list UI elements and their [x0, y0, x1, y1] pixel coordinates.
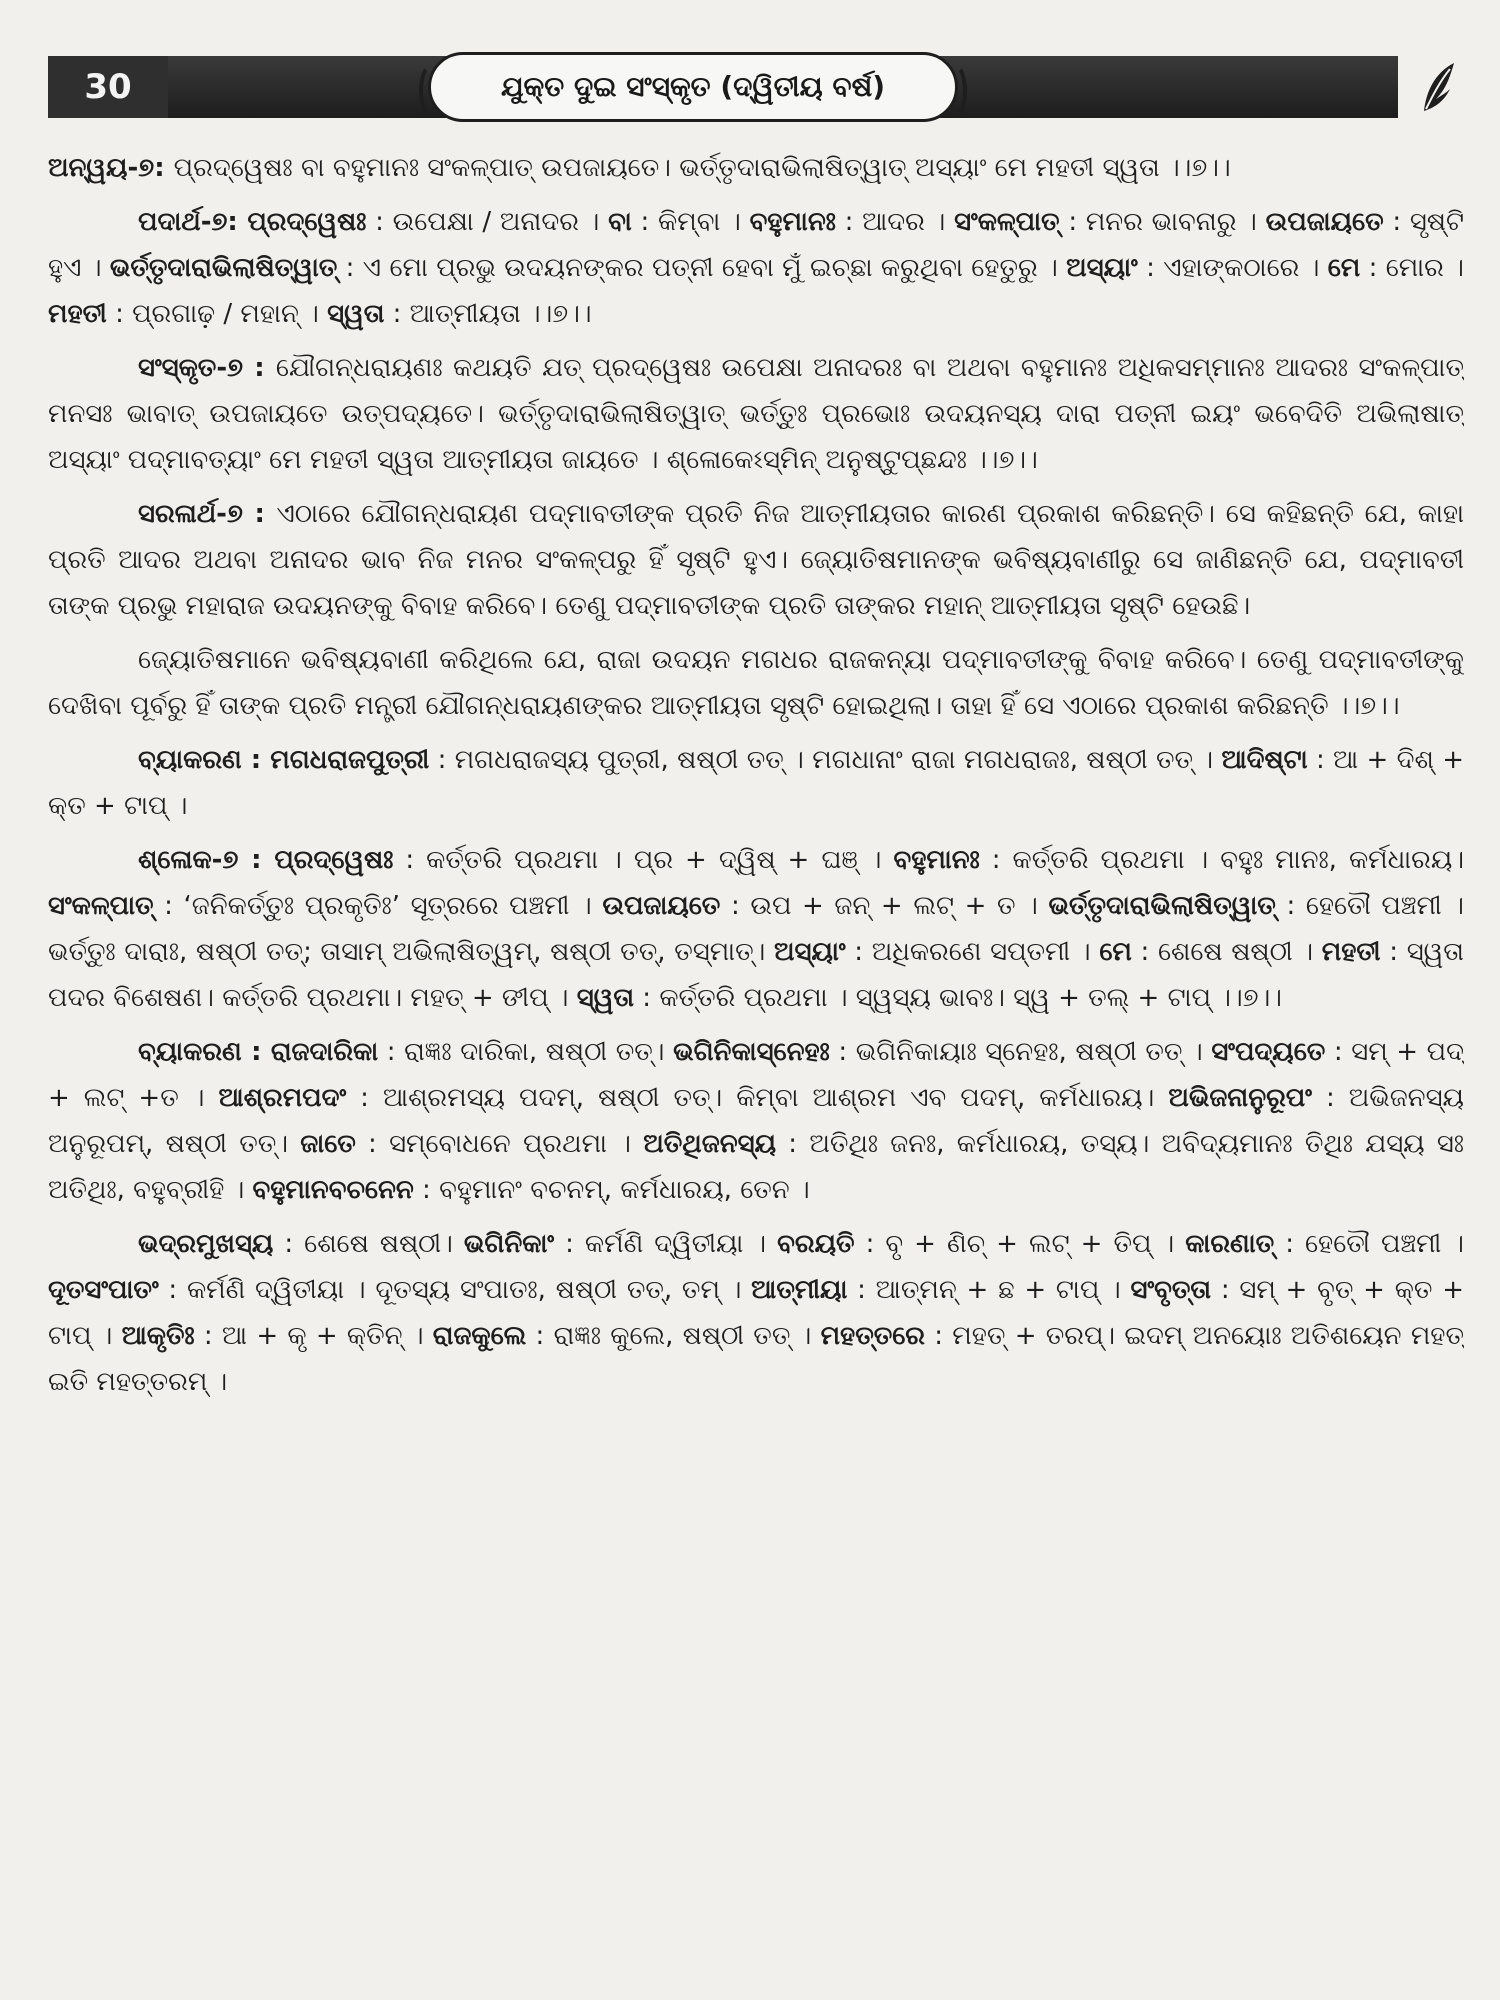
bold-term: ସ୍ୱତା: [576, 983, 635, 1013]
text-run: : ରାଜ୍ଞଃ ଦାରିକା, ଷଷ୍ଠୀ ତତ୍।: [378, 1037, 674, 1067]
text-run: : ମହତ୍ + ତରପ୍। ଇଦମ୍ ଅନୟୋଃ ଅତିଶୟେନ ମହତ୍ ଇତି ମହତ୍ତରମ୍ ।: [48, 1321, 1464, 1397]
text-run: : ଅଧିକରଣେ ସପ୍ତମୀ ।: [845, 937, 1100, 967]
text-run: : ରାଜ୍ଞଃ କୁଲେ, ଷଷ୍ଠୀ ତତ୍ ।: [526, 1321, 821, 1351]
bold-term: ବହୁମାନଃ: [749, 207, 836, 237]
text-run: : ଏହାଙ୍କଠାରେ ।: [1137, 253, 1328, 283]
text-run: : କର୍ତ୍ତରି ପ୍ରଥମା । ବହୁଃ ମାନଃ, କର୍ମଧାରୟ।: [979, 845, 1464, 875]
bold-term: ଜାତେ: [300, 1129, 356, 1159]
text-run: : ମନର ଭାବନାରୁ ।: [1059, 207, 1266, 237]
bold-term: ଆଶ୍ରମପଦଂ: [218, 1083, 347, 1113]
page-header: [48, 52, 1468, 132]
text-run: : ହେତୌ ପଞ୍ଚମୀ । ଭର୍ତ୍ତୁଃ ଦାରାଃ, ଷଷ୍ଠୀ ତତ୍; ତାସାମ୍ ଅଭିଲାଷିତ୍ୱମ୍, ଷଷ୍ଠୀ ତତ୍, ତସ୍ମାତ୍।: [48, 891, 1464, 967]
text-run: : ଆଦର ।: [835, 207, 955, 237]
paragraph-anvaya: [48, 145, 1464, 191]
bold-term: ଆକୃତିଃ: [121, 1321, 195, 1351]
bold-term: ସ୍ୱତା: [327, 299, 385, 329]
text-run: : ଶେଷେ ଷଷ୍ଠୀ ।: [1131, 937, 1322, 967]
text-run: : ମୋର ।: [1360, 253, 1464, 283]
bold-term: ସଂକଳ୍ପାତ୍: [48, 891, 154, 921]
bold-term: ଭର୍ତ୍ତୃଦାରାଭିଲାଷିତ୍ୱାତ୍: [1048, 891, 1276, 921]
text-run: : ସମ୍ + ପଦ୍ + ଲଟ୍ +ତ ।: [48, 1037, 1464, 1113]
bold-term: ବରୟତି: [777, 1229, 855, 1259]
text-run: ଜ୍ୟୋତିଷମାନେ ଭବିଷ୍ୟବାଣୀ କରିଥିଲେ ଯେ, ରାଜା ଉଦୟନ ମଗଧର ରାଜକନ୍ୟା ପଦ୍ମାବତୀଙ୍କୁ ବିବାହ କରିବେ। ତେଣୁ ପଦ୍ମାବତୀଙ୍କୁ ଦେଖିବା ପୂର୍ବରୁ ହିଁ ତାଙ୍କ ପ୍ରତି ମନ୍ତ୍ରୀ ଯୌଗନ୍ଧରାୟଣଙ୍କର ଆତ୍ମୀୟତା ସୃଷ୍ଟି ହୋଇଥିଲା। ତାହା ହିଁ ସେ ଏଠାରେ ପ୍ରକାଶ କରିଛନ୍ତି ।।୭।।: [48, 645, 1464, 721]
bold-term: ସଂପଦ୍ୟତେ: [1211, 1037, 1326, 1067]
bold-term: ମହତୀ: [48, 299, 107, 329]
text-run: ପ୍ରଦ୍ୱେଷଃ ବା ବହୁମାନଃ ସଂକଳ୍ପାତ୍ ଉପଜାୟତେ। ଭର୍ତ୍ତୃଦାରାଭିଲାଷିତ୍ୱାତ୍ ଅସ୍ୟାଂ ମେ ମହତୀ ସ୍ୱତା ।।୭।।: [173, 153, 1231, 183]
text-run: : ସମ୍ବୋଧନେ ପ୍ରଥମା ।: [355, 1129, 644, 1159]
book-title: ଯୁକ୍ତ ଦୁଇ ସଂସ୍କୃତ (ଦ୍ୱିତୀୟ ବର୍ଷ): [428, 52, 958, 122]
text-run: : ସ୍ୱତା ପଦର ବିଶେଷଣ। କର୍ତ୍ତରି ପ୍ରଥମା। ମହତ୍ + ଙୀପ୍ ।: [48, 937, 1464, 1013]
text-run: ଯୌଗନ୍ଧରାୟଣଃ କଥୟତି ଯତ୍ ପ୍ରଦ୍ୱେଷଃ ଉପେକ୍ଷା ଅନାଦରଃ ବା ଅଥବା ବହୁମାନଃ ଅଧିକସମ୍ମାନଃ ଆଦରଃ ସଂକଳ୍ପାତ୍ ମନସଃ ଭାବାତ୍ ଉପଜାୟତେ ଉତ୍ପଦ୍ୟତେ। ଭର୍ତ୍ତୃଦାରାଭିଲାଷିତ୍ୱାତ୍ ଭର୍ତ୍ତୁଃ ପ୍ରଭୋଃ ଉଦୟନସ୍ୟ ଦାରା ପତ୍ନୀ ଇୟଂ ଭବେଦିତି ଅଭିଲାଷାତ୍ ଅସ୍ୟାଂ ପଦ୍ମାବତ୍ୟାଂ ମେ ମହତୀ ସ୍ୱତା ଆତ୍ମୀୟତା ଜାୟତେ । ଶ୍ଳୋକେଽସ୍ମିନ୍ ଅନୁଷ୍ଟୁପ୍ଛନ୍ଦଃ ।।୭।।: [48, 353, 1464, 475]
paragraph-vyakarana-1: [48, 737, 1464, 829]
bold-term: ବହୁମାନବଚନେନ: [252, 1175, 414, 1205]
bold-term: ବ୍ୟାକରଣ : ମଗଧରାଜପୁତ୍ରୀ: [138, 745, 430, 775]
text-run: : ଆ + ଦିଶ୍ + କ୍ତ + ଟାପ୍ ।: [48, 745, 1464, 821]
bold-term: ଦୂତସଂପାତଂ: [48, 1275, 159, 1305]
bold-term: ବ୍ୟାକରଣ : ରାଜଦାରିକା: [138, 1037, 379, 1067]
text-run: : ଆ + କୃ + କ୍ତିନ୍ ।: [194, 1321, 433, 1351]
paragraph-sanskrit: [48, 345, 1464, 483]
text-run: : ଉପ + ଜନ୍ + ଲଟ୍ + ତ ।: [720, 891, 1049, 921]
text-run: : ଆତ୍ମୀୟତା ।।୭।।: [384, 299, 592, 329]
text-run: : ପ୍ରଗାଢ଼ / ମହାନ୍ ।: [106, 299, 328, 329]
page-content: [48, 145, 1464, 1975]
bold-term: ପଦାର୍ଥ-୭: ପ୍ରଦ୍ୱେଷଃ: [138, 207, 367, 237]
text-run: : ସମ୍ + ବୃତ୍ + କ୍ତ + ଟାପ୍ ।: [48, 1275, 1464, 1351]
page-number: 30: [48, 56, 168, 118]
paragraph-vyakarana-3: [48, 1221, 1464, 1405]
text-run: : କର୍ମଣି ଦ୍ୱିତୀୟା । ଦୂତସ୍ୟ ସଂପାତଃ, ଷଷ୍ଠୀ ତତ୍, ତମ୍ ।: [158, 1275, 752, 1305]
text-run: : କର୍ମଣି ଦ୍ୱିତୀୟା ।: [554, 1229, 778, 1259]
text-run: : ବହୁମାନଂ ବଚନମ୍, କର୍ମଧାରୟ, ତେନ ।: [413, 1175, 810, 1205]
bold-term: ଉପଜାୟତେ: [1265, 207, 1384, 237]
bold-term: ଅଭିଜନାନୁରୂପଂ: [1168, 1083, 1312, 1113]
bold-term: ଭଗିନିକାଂ: [463, 1229, 555, 1259]
paragraph-saralartha: [48, 491, 1464, 629]
bold-term: ସଂକଳ୍ପାତ୍: [954, 207, 1060, 237]
text-run: : କର୍ତ୍ତରି ପ୍ରଥମା । ସ୍ୱସ୍ୟ ଭାବଃ। ସ୍ୱ + ତଲ୍ + ଟାପ୍ ।।୭।।: [634, 983, 1282, 1013]
paragraph-vyakarana-2: [48, 1029, 1464, 1213]
text-run: : ଆତ୍ମନ୍ + ଛ + ଟାପ୍ ।: [847, 1275, 1131, 1305]
text-run: : ଆଶ୍ରମସ୍ୟ ପଦମ୍, ଷଷ୍ଠୀ ତତ୍। କିମ୍ବା ଆଶ୍ରମ ଏବ ପଦମ୍, କର୍ମଧାରୟ।: [346, 1083, 1169, 1113]
bold-term: ଅସ୍ୟାଂ: [1066, 253, 1138, 283]
text-run: : ଏ ମୋ ପ୍ରଭୁ ଉଦୟନଙ୍କର ପତ୍ନୀ ହେବା ମୁଁ ଇଚ୍ଛା କରୁଥିବା ହେତୁରୁ ।: [337, 253, 1067, 283]
bold-term: ରାଜକୁଲେ: [432, 1321, 527, 1351]
paragraph-padartha: [48, 199, 1464, 337]
bold-term: ଅସ୍ୟାଂ: [774, 937, 846, 967]
text-run: : ଭଗିନିକାୟାଃ ସ୍ନେହଃ, ଷଷ୍ଠୀ ତତ୍ ।: [829, 1037, 1212, 1067]
feather-logo-icon: [1408, 54, 1468, 120]
text-run: : ଶେଷେ ଷଷ୍ଠୀ।: [273, 1229, 464, 1259]
bold-term: ଭଗିନିକାସ୍ନେହଃ: [673, 1037, 830, 1067]
text-run: : ହେତୌ ପଞ୍ଚମୀ ।: [1274, 1229, 1464, 1259]
bold-term: ଆଦିଷ୍ଟା: [1221, 745, 1308, 775]
paragraph-shloka-grammar: [48, 837, 1464, 1021]
bold-term: ମେ: [1327, 253, 1361, 283]
text-run: : ଅତିଥିଃ ଜନଃ, କର୍ମଧାରୟ, ତସ୍ୟ। ଅବିଦ୍ୟମାନଃ ତିଥିଃ ଯସ୍ୟ ସଃ ଅତିଥିଃ, ବହୁବ୍ରୀହି ।: [48, 1129, 1464, 1205]
bold-term: ସଂବୃତ୍ତା: [1130, 1275, 1212, 1305]
bold-term: ଭର୍ତ୍ତୃଦାରାଭିଲାଷିତ୍ୱାତ୍: [109, 253, 338, 283]
bold-term: ମହତ୍ତରେ: [820, 1321, 926, 1351]
text-run: : ‘ଜନିକର୍ତ୍ତୁଃ ପ୍ରକୃତିଃ’ ସୂତ୍ରରେ ପଞ୍ଚମୀ ।: [153, 891, 603, 921]
bold-term: କାରଣାତ୍: [1185, 1229, 1275, 1259]
text-run: : ସୃଷ୍ଟି ହୁଏ ।: [48, 207, 1464, 283]
paragraph-jyotisha: [48, 637, 1464, 729]
bold-term: ଅନ୍ୱୟ-୭:: [48, 153, 174, 183]
bold-term: ବା: [608, 207, 632, 237]
text-run: : ଉପେକ୍ଷା / ଅନାଦର ।: [366, 207, 609, 237]
text-run: ଏଠାରେ ଯୌଗନ୍ଧରାୟଣ ପଦ୍ମାବତୀଙ୍କ ପ୍ରତି ନିଜ ଆତ୍ମୀୟତାର କାରଣ ପ୍ରକାଶ କରିଛନ୍ତି। ସେ କହିଛନ୍ତି ଯେ, କାହା ପ୍ରତି ଆଦର ଅଥବା ଅନାଦର ଭାବ ନିଜ ମନର ସଂକଳ୍ପରୁ ହିଁ ସୃଷ୍ଟି ହୁଏ। ଜ୍ୟୋତିଷମାନଙ୍କ ଭବିଷ୍ୟବାଣୀରୁ ସେ ଜାଣିଛନ୍ତି ଯେ, ପଦ୍ମାବତୀ ତାଙ୍କ ପ୍ରଭୁ ମହାରାଜ ଉଦୟନଙ୍କୁ ବିବାହ କରିବେ। ତେଣୁ ପଦ୍ମାବତୀଙ୍କ ପ୍ରତି ତାଙ୍କର ମହାନ୍ ଆତ୍ମୀୟତା ସୃଷ୍ଟି ହେଉଛି।: [48, 499, 1464, 621]
bold-term: ଭଦ୍ରମୁଖସ୍ୟ: [138, 1229, 274, 1259]
bold-term: ଶ୍ଳୋକ-୭ : ପ୍ରଦ୍ୱେଷଃ: [138, 845, 394, 875]
text-run: : ବୃ + ଣିଚ୍ + ଲଟ୍ + ତିପ୍ ।: [854, 1229, 1186, 1259]
bold-term: ମହତୀ: [1321, 937, 1381, 967]
bold-term: ମେ: [1099, 937, 1132, 967]
bold-term: ଉପଜାୟତେ: [602, 891, 721, 921]
bold-term: ବହୁମାନଃ: [893, 845, 980, 875]
bold-term: ସରଳାର୍ଥ-୭ :: [138, 499, 277, 529]
text-run: : ଅଭିଜନସ୍ୟ ଅନୁରୂପମ୍, ଷଷ୍ଠୀ ତତ୍।: [48, 1083, 1464, 1159]
bold-term: ଅତିଥିଜନସ୍ୟ: [643, 1129, 777, 1159]
feather-logo-icon-svg: [1416, 59, 1460, 115]
bold-term: ଆତ୍ମୀୟା: [751, 1275, 848, 1305]
text-run: : ମଗଧରାଜସ୍ୟ ପୁତ୍ରୀ, ଷଷ୍ଠୀ ତତ୍ । ମଗଧାନାଂ ରାଜା ମଗଧରାଜଃ, ଷଷ୍ଠୀ ତତ୍ ।: [429, 745, 1222, 775]
text-run: : କର୍ତ୍ତରି ପ୍ରଥମା । ପ୍ର + ଦ୍ୱିଷ୍ + ଘଞ୍ ।: [393, 845, 894, 875]
bold-term: ସଂସ୍କୃତ-୭ :: [138, 353, 276, 383]
text-run: : କିମ୍ବା ।: [631, 207, 750, 237]
